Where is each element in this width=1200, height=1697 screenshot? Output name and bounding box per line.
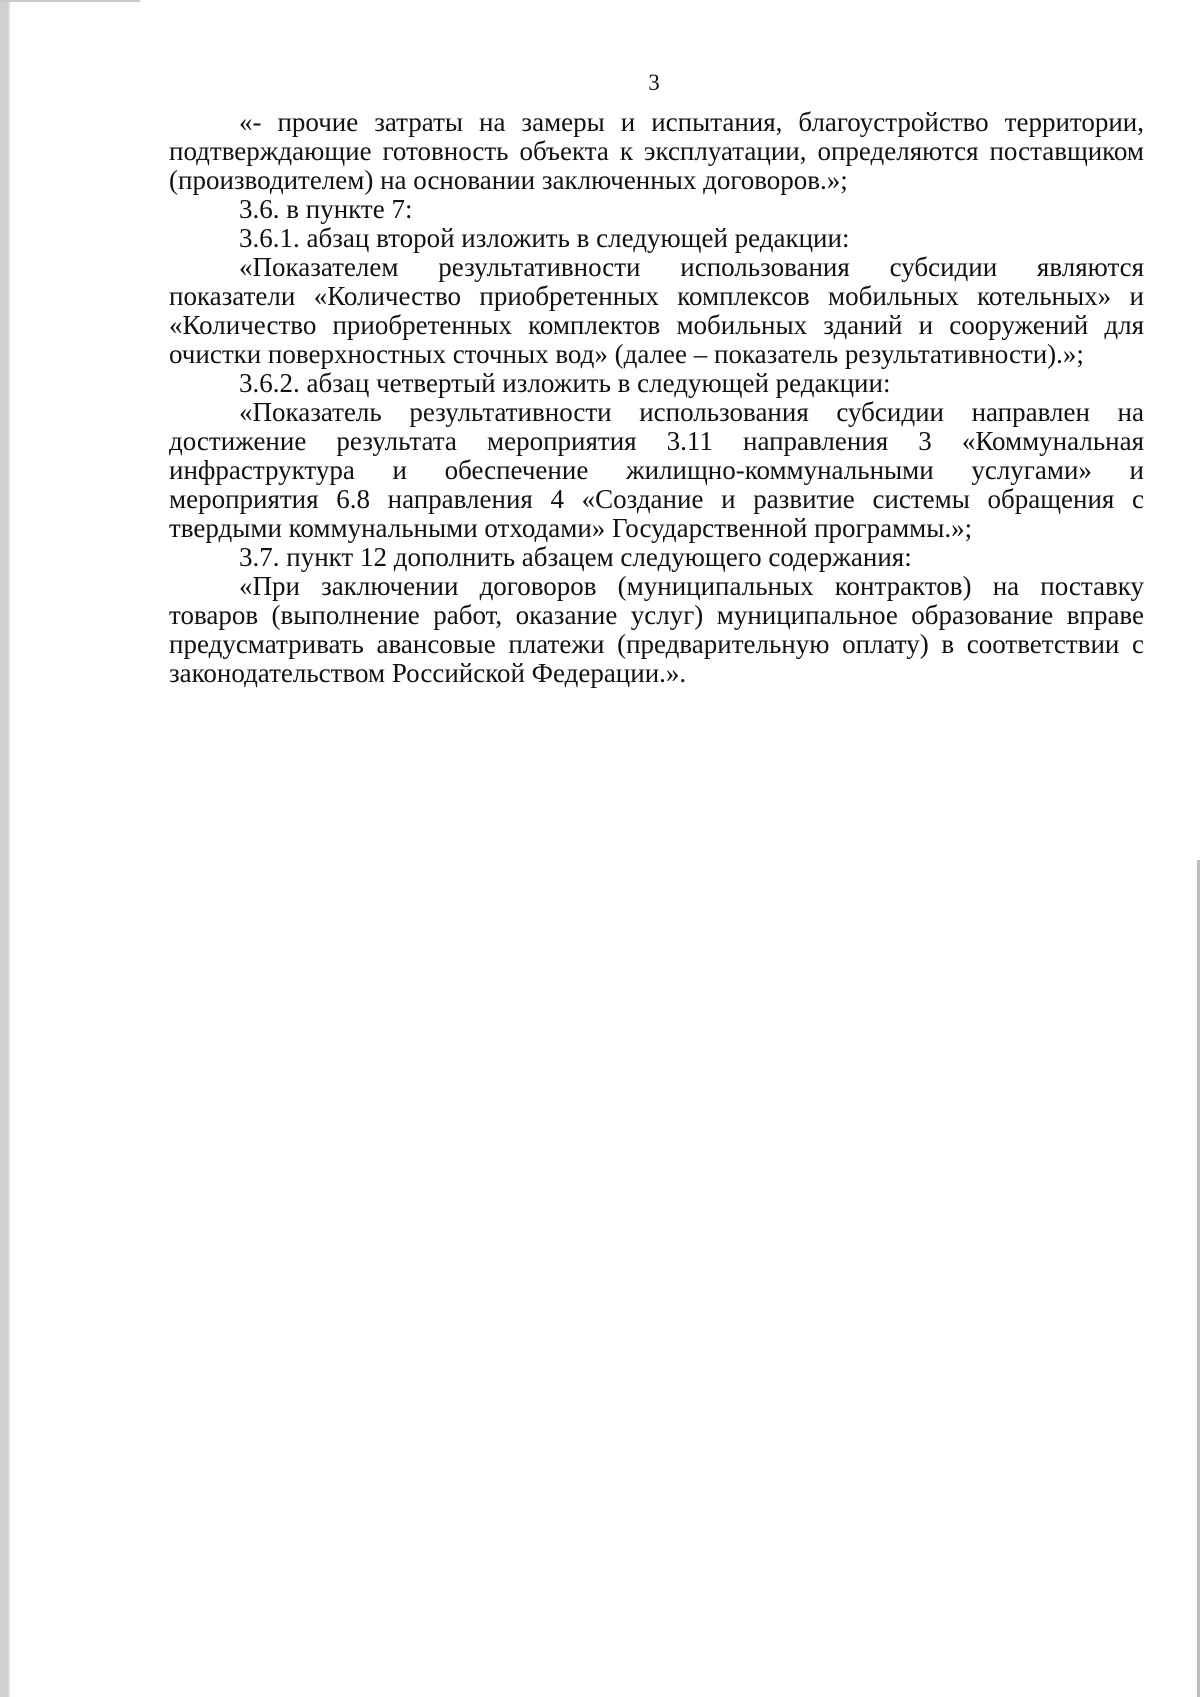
document-body xyxy=(169,108,1144,688)
paragraph-other-costs: «- прочие затраты на замеры и испытания, благоустройство территории, подтверждающие готовность объекта к эксплуатации, определяются поставщиком (производителем) на основании заключенных договоров.»; xyxy=(169,107,1144,195)
scan-edge-top xyxy=(0,0,140,2)
page-number: 3 xyxy=(648,70,660,95)
paragraph-performance-indicators: «Показателем результативности использования субсидии являются показатели «Количество приобретенных комплексов мобильных котельных» и «Количество приобретенных комплектов мобильных зданий и сооружений для очистки поверхностных сточных вод» (далее – показатель результативности).»; xyxy=(169,252,1144,369)
paragraph-clause-3-6-2: 3.6.2. абзац четвертый изложить в следующей редакции: xyxy=(239,368,891,398)
paragraph-indicator-direction: «Показатель результативности использования субсидии направлен на достижение результата мероприятия 3.11 направления 3 «Коммунальная инфраструктура и обеспечение жилищно-коммунальными услугами» и мероприятия 6.8 направления 4 «Создание и развитие системы обращения с твердыми коммунальными отходами» Государственной программы.»; xyxy=(169,397,1144,543)
paragraph-clause-3-6-1: 3.6.1. абзац второй изложить в следующей редакции: xyxy=(239,223,850,253)
scan-edge-left xyxy=(0,0,10,1697)
paragraph-clause-3-6: 3.6. в пункте 7: xyxy=(239,194,413,224)
paragraph-advance-payments: «При заключении договоров (муниципальных контрактов) на поставку товаров (выполнение работ, оказание услуг) муниципальное образование вправе предусматривать авансовые платежи (предварительную оплату) в соответствии с законодательством Российской Федерации.». xyxy=(169,571,1144,688)
paragraph-clause-3-7: 3.7. пункт 12 дополнить абзацем следующего содержания: xyxy=(239,542,912,572)
